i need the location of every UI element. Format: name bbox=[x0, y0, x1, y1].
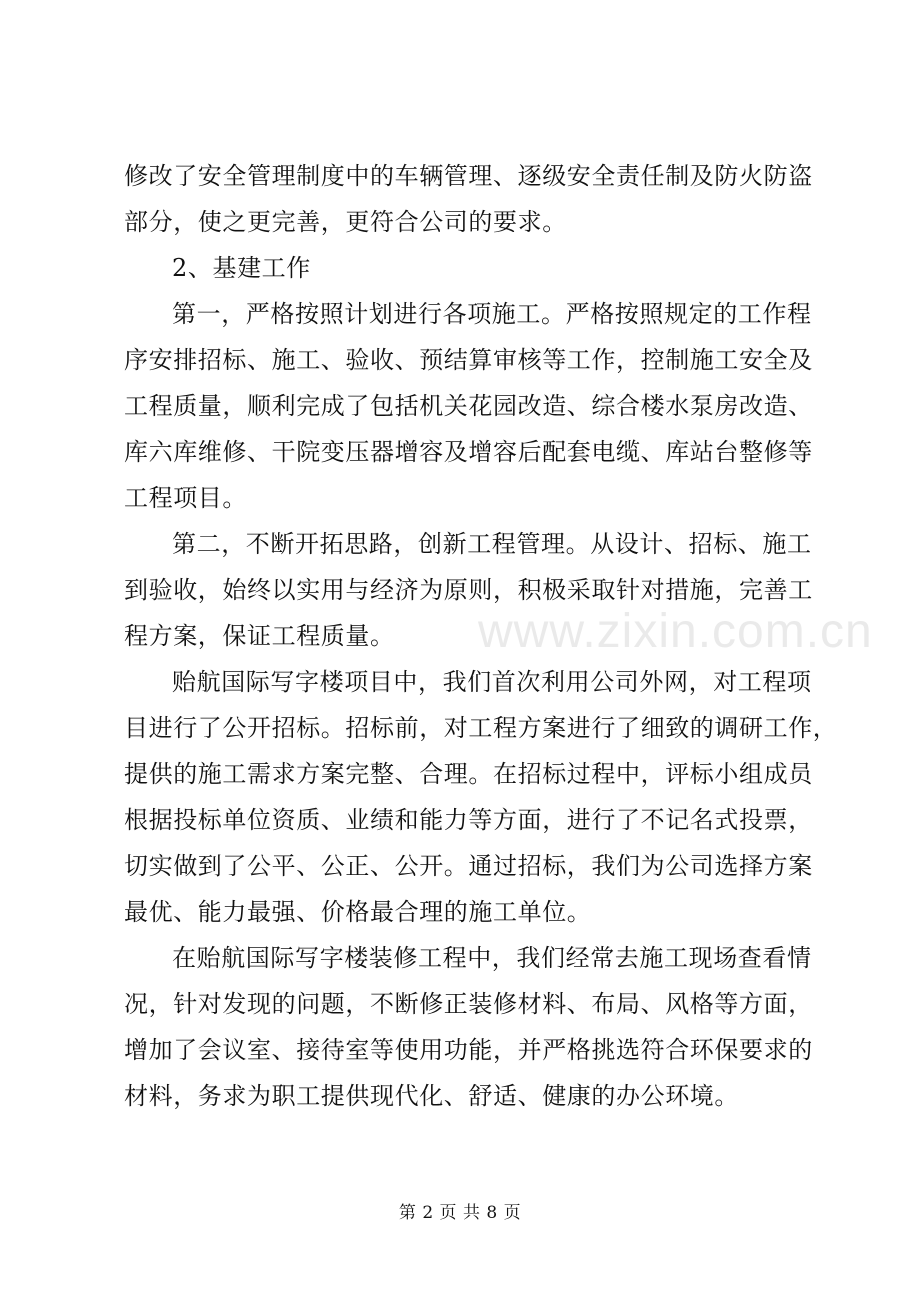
body-line: 在贻航国际写字楼装修工程中，我们经常去施工现场查看情 bbox=[172, 944, 812, 972]
body-line: 程方案，保证工程质量。 bbox=[124, 622, 395, 650]
body-line: 第一，严格按照计划进行各项施工。严格按照规定的工作程 bbox=[172, 300, 812, 328]
body-line: 切实做到了公平、公正、公开。通过招标，我们为公司选择方案 bbox=[124, 852, 813, 880]
watermark: www.zixin.com.cn bbox=[478, 605, 873, 658]
body-line: 工程质量，顺利完成了包括机关花园改造、综合楼水泵房改造、 bbox=[124, 392, 813, 420]
body-line: 最优、能力最强、价格最合理的施工单位。 bbox=[124, 898, 592, 926]
body-line: 提供的施工需求方案完整、合理。在招标过程中，评标小组成员 bbox=[124, 760, 813, 788]
body-line: 根据投标单位资质、业绩和能力等方面，进行了不记名式投票， bbox=[124, 806, 813, 834]
page-footer: 第 2 页 共 8 页 bbox=[398, 1203, 522, 1223]
body-line: 况，针对发现的问题，不断修正装修材料、布局、风格等方面， bbox=[124, 990, 813, 1018]
body-line: 贻航国际写字楼项目中，我们首次利用公司外网，对工程项 bbox=[172, 668, 812, 696]
body-line: 工程项目。 bbox=[124, 484, 247, 512]
body-line: 目进行了公开招标。招标前，对工程方案进行了细致的调研工作， bbox=[124, 714, 838, 742]
body-line: 部分，使之更完善，更符合公司的要求。 bbox=[124, 208, 567, 236]
section-heading: 2、基建工作 bbox=[172, 254, 311, 282]
body-line: 到验收，始终以实用与经济为原则，积极采取针对措施，完善工 bbox=[124, 576, 813, 604]
body-line: 序安排招标、施工、验收、预结算审核等工作，控制施工安全及 bbox=[124, 346, 813, 374]
body-line: 库六库维修、干院变压器增容及增容后配套电缆、库站台整修等 bbox=[124, 438, 813, 466]
body-line: 增加了会议室、接待室等使用功能，并严格挑选符合环保要求的 bbox=[124, 1036, 813, 1064]
body-line: 修改了安全管理制度中的车辆管理、逐级安全责任制及防火防盗 bbox=[124, 162, 813, 190]
body-line: 第二，不断开拓思路，创新工程管理。从设计、招标、施工 bbox=[172, 530, 812, 558]
body-line: 材料，务求为职工提供现代化、舒适、健康的办公环境。 bbox=[124, 1082, 739, 1110]
